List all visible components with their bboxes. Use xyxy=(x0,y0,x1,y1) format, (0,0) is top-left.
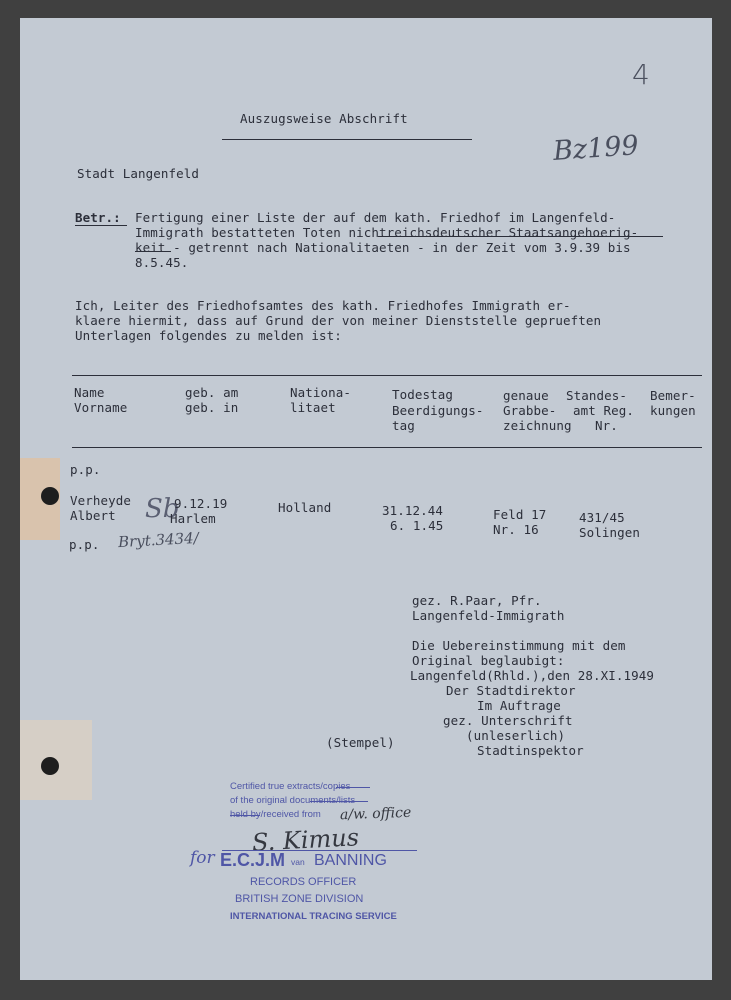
table-top-rule xyxy=(72,375,702,376)
row-suffix: p.p. xyxy=(69,537,100,552)
column-header: Grabbe- xyxy=(503,403,557,418)
document-title: Auszugsweise Abschrift xyxy=(240,111,408,126)
stamp-line: of the original documents/lists xyxy=(230,795,356,806)
column-header: Nationa- xyxy=(290,385,352,400)
signature-line: Langenfeld-Immigrath xyxy=(412,608,565,623)
table-cell: 431/45 xyxy=(579,510,625,525)
column-header: Vorname xyxy=(74,400,128,415)
table-cell: 6. 1.45 xyxy=(390,518,444,533)
page-number: 4 xyxy=(632,58,650,91)
stamp-officer-surname: BANNING xyxy=(314,852,387,869)
subject-underline xyxy=(135,251,171,252)
certification-line: Die Uebereinstimmung mit dem xyxy=(412,638,626,653)
certification-line: Der Stadtdirektor xyxy=(446,683,576,698)
handwritten-note: Bryt.3434/ xyxy=(117,528,200,552)
table-header-rule xyxy=(72,447,702,448)
certification-line: Langenfeld(Rhld.),den 28.XI.1949 xyxy=(410,668,655,683)
column-header: Bemer- xyxy=(650,388,696,403)
table-cell: Holland xyxy=(278,500,332,515)
column-header: genaue xyxy=(503,388,549,403)
column-header: zeichnung xyxy=(503,418,572,433)
column-header: Nr. xyxy=(595,418,618,433)
handwritten-for: for xyxy=(190,848,215,868)
row-prefix: p.p. xyxy=(70,462,101,477)
punch-hole xyxy=(41,757,59,775)
body-line: Unterlagen folgendes zu melden ist: xyxy=(75,328,342,343)
subject-line: keit - getrennt nach Nationalitaeten - in der Zeit vom 3.9.39 bis xyxy=(135,240,631,255)
subject-line: Fertigung einer Liste der auf dem kath. Friedhof im Langenfeld- xyxy=(135,210,616,225)
certification-line: Stadtinspektor xyxy=(477,743,584,758)
city-line: Stadt Langenfeld xyxy=(77,166,200,181)
subject-label: Betr.: xyxy=(75,210,121,225)
certification-line: Im Auftrage xyxy=(477,698,561,713)
certification-line: (unleserlich) xyxy=(466,728,566,743)
certification-line: gez. Unterschrift xyxy=(443,713,573,728)
stamp-strike xyxy=(336,787,370,788)
table-cell: 31.12.44 xyxy=(382,503,444,518)
certification-line: Original beglaubigt: xyxy=(412,653,565,668)
signature-line: gez. R.Paar, Pfr. xyxy=(412,593,542,608)
stamp-officer-initials: E.C.J.M xyxy=(220,850,286,870)
table-cell: Verheyde xyxy=(70,493,132,508)
table-cell: Solingen xyxy=(579,525,641,540)
column-header: Standes- xyxy=(566,388,628,403)
table-cell: Harlem xyxy=(170,511,216,526)
table-cell: Nr. 16 xyxy=(493,522,539,537)
stamp-strike xyxy=(230,815,260,816)
column-header: Todestag xyxy=(392,387,454,402)
column-header: litaet xyxy=(290,400,336,415)
seal-note: (Stempel) xyxy=(326,735,395,750)
table-cell: 9.12.19 xyxy=(174,496,228,511)
column-header: Beerdigungs- xyxy=(392,403,484,418)
handwritten-reference: Bz199 xyxy=(552,130,640,167)
subject-line: 8.5.45. xyxy=(135,255,189,270)
subject-line: Immigrath bestatteten Toten nichtreichsdeutscher Staatsangehoerig- xyxy=(135,225,639,240)
subject-label-underline xyxy=(75,225,127,226)
handwritten-office-note: a/w. office xyxy=(339,804,412,824)
stamp-line: INTERNATIONAL TRACING SERVICE xyxy=(230,911,397,922)
stamp-line: BRITISH ZONE DIVISION xyxy=(235,893,364,905)
title-underline xyxy=(222,139,472,140)
column-header: Name xyxy=(74,385,105,400)
punch-hole xyxy=(41,487,59,505)
stamp-strike xyxy=(310,801,368,802)
table-cell: Albert xyxy=(70,508,116,523)
column-header: geb. am xyxy=(185,385,239,400)
handwritten-initials: Sb xyxy=(145,494,180,524)
handwritten-signature: S. Kimus xyxy=(251,823,360,857)
column-header: tag xyxy=(392,418,415,433)
stamp-line: RECORDS OFFICER xyxy=(250,876,357,888)
body-line: klaere hiermit, dass auf Grund der von meiner Dienststelle geprueften xyxy=(75,313,602,328)
stamp-officer-van: van xyxy=(291,857,305,867)
stamp-line: Certified true extracts/copies xyxy=(230,781,351,792)
column-header: geb. in xyxy=(185,400,239,415)
stamp-line: held by/received from xyxy=(230,809,321,820)
body-line: Ich, Leiter des Friedhofsamtes des kath. Friedhofes Immigrath er- xyxy=(75,298,571,313)
subject-underline xyxy=(378,236,663,237)
column-header: kungen xyxy=(650,403,696,418)
column-header: amt Reg. xyxy=(573,403,635,418)
table-cell: Feld 17 xyxy=(493,507,547,522)
